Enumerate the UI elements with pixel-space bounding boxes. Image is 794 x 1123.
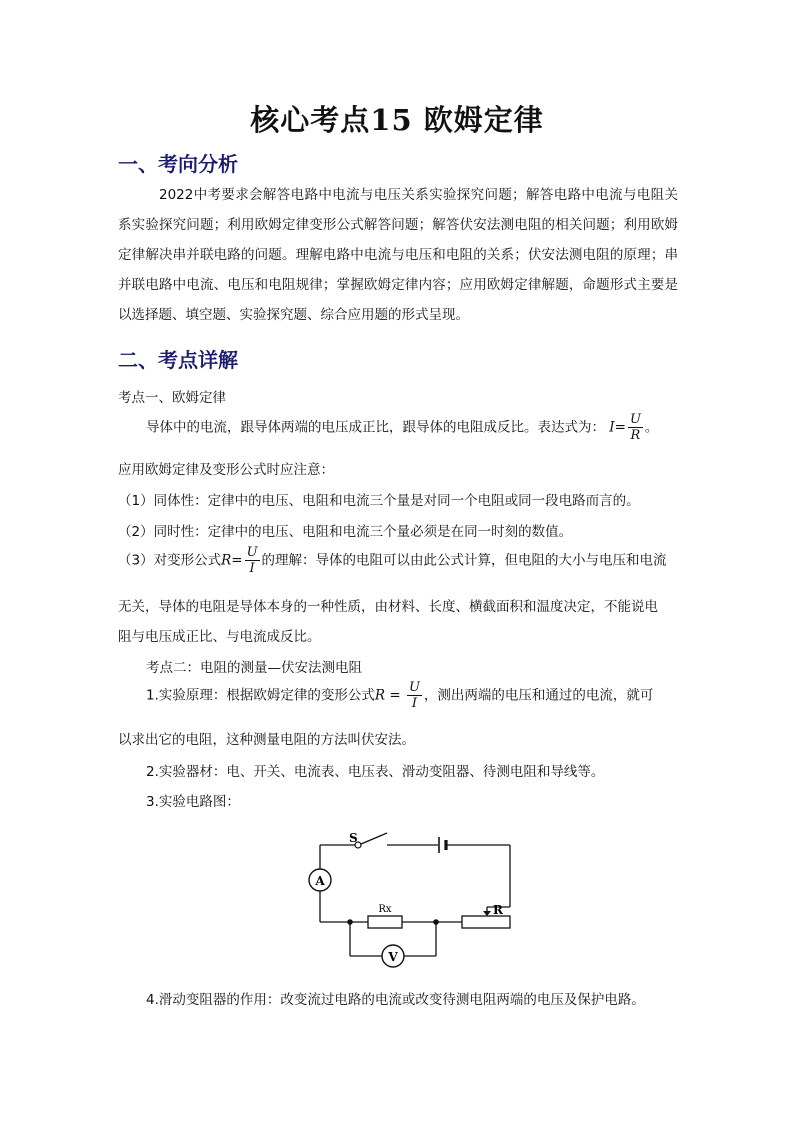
junction-right [433, 919, 439, 925]
circuit-diagram [290, 825, 530, 975]
ohm-law-statement [146, 412, 658, 443]
resistor-rx [368, 916, 402, 928]
note-3 [118, 545, 667, 576]
item-2: 2.实验器材：电、开关、电流表、电压表、滑动变阻器、待测电阻和导线等。 [146, 764, 605, 780]
item-1-suffix: ，测出两端的电压和通过的电流，就可 [423, 687, 654, 704]
rheostat-label: R [493, 903, 503, 917]
fraction-numerator: U [629, 412, 641, 427]
note-3-fraction [245, 545, 260, 576]
fraction-numerator: U [246, 545, 258, 560]
ohm-law-fraction [628, 412, 643, 443]
section-heading-details: 二、考点详解 [118, 348, 238, 372]
note-2: （2）同时性：定律中的电压、电阻和电流三个量必须是在同一时刻的数值。 [118, 524, 573, 540]
note-3-line-3: 阻与电压成正比、与电流成反比。 [118, 629, 321, 645]
fraction-denominator: R [630, 428, 641, 443]
rheostat [462, 916, 510, 928]
item-1-fraction [407, 680, 422, 711]
point1-title: 考点一、欧姆定律 [118, 390, 226, 406]
ohm-law-text: 导体中的电流，跟导体两端的电压成正比，跟导体的电阻成反比。表达式为： [146, 419, 605, 436]
item-3: 3.实验电路图： [146, 794, 240, 810]
item-1-prefix: 1.实验原理：根据欧姆定律的变形公式 [146, 687, 375, 704]
ohm-law-lhs: I= [609, 419, 626, 436]
note-3-suffix: 的理解：导体的电阻可以由此公式计算，但电阻的大小与电压和电流 [261, 552, 667, 569]
note-3-line-2: 无关，导体的电阻是导体本身的一种性质，由材料、长度、横截面积和温度决定，不能说电 [118, 599, 658, 615]
item-4: 4.滑动变阻器的作用：改变流过电路的电流或改变待测电阻两端的电压及保护电路。 [146, 992, 645, 1008]
item-1 [146, 680, 653, 711]
section-heading-analysis: 一、考向分析 [118, 152, 238, 176]
switch-blade [361, 833, 387, 844]
ohm-law-end: 。 [644, 419, 659, 436]
analysis-paragraph: 2022中考要求会解答电路中电流与电压关系实验探究问题；解答电路中电流与电阻关系实验探究问题；利用欧姆定律变形公式解答问题；解答伏安法测电阻的相关问题；利用欧姆定律解决串并联电路的问题。理解电路中电流与电压和电阻的关系；伏安法测电阻的原理；串并联电路中电流、电压和电阻规律；掌握欧姆定律内容；应用欧姆定律解题，命题形式主要是以选择题、填空题、实验探究题、综合应用题的形式呈现。 [118, 187, 678, 323]
fraction-denominator: I [249, 561, 255, 576]
note-1: （1）同体性：定律中的电压、电阻和电流三个量是对同一个电阻或同一段电路而言的。 [118, 493, 640, 509]
point2-title: 考点二：电阻的测量—伏安法测电阻 [146, 660, 362, 676]
notes-intro: 应用欧姆定律及变形公式时应注意： [118, 462, 334, 478]
switch-label: S [349, 831, 358, 845]
page-title: 核心考点15 欧姆定律 [250, 103, 544, 137]
note-3-prefix: （3）对变形公式 [118, 552, 222, 569]
item-1-formula-lhs: R = [374, 687, 405, 704]
slider-arrow-icon [483, 911, 491, 916]
voltmeter-label: V [388, 950, 398, 964]
resistor-label: Rx [378, 904, 392, 915]
fraction-numerator: U [408, 680, 420, 695]
item-1-line-2: 以求出它的电阻，这种测量电阻的方法叫伏安法。 [118, 732, 415, 748]
junction-left [347, 919, 353, 925]
fraction-denominator: I [411, 696, 417, 711]
note-3-formula-lhs: R= [221, 552, 243, 569]
ammeter-label: A [315, 874, 325, 888]
